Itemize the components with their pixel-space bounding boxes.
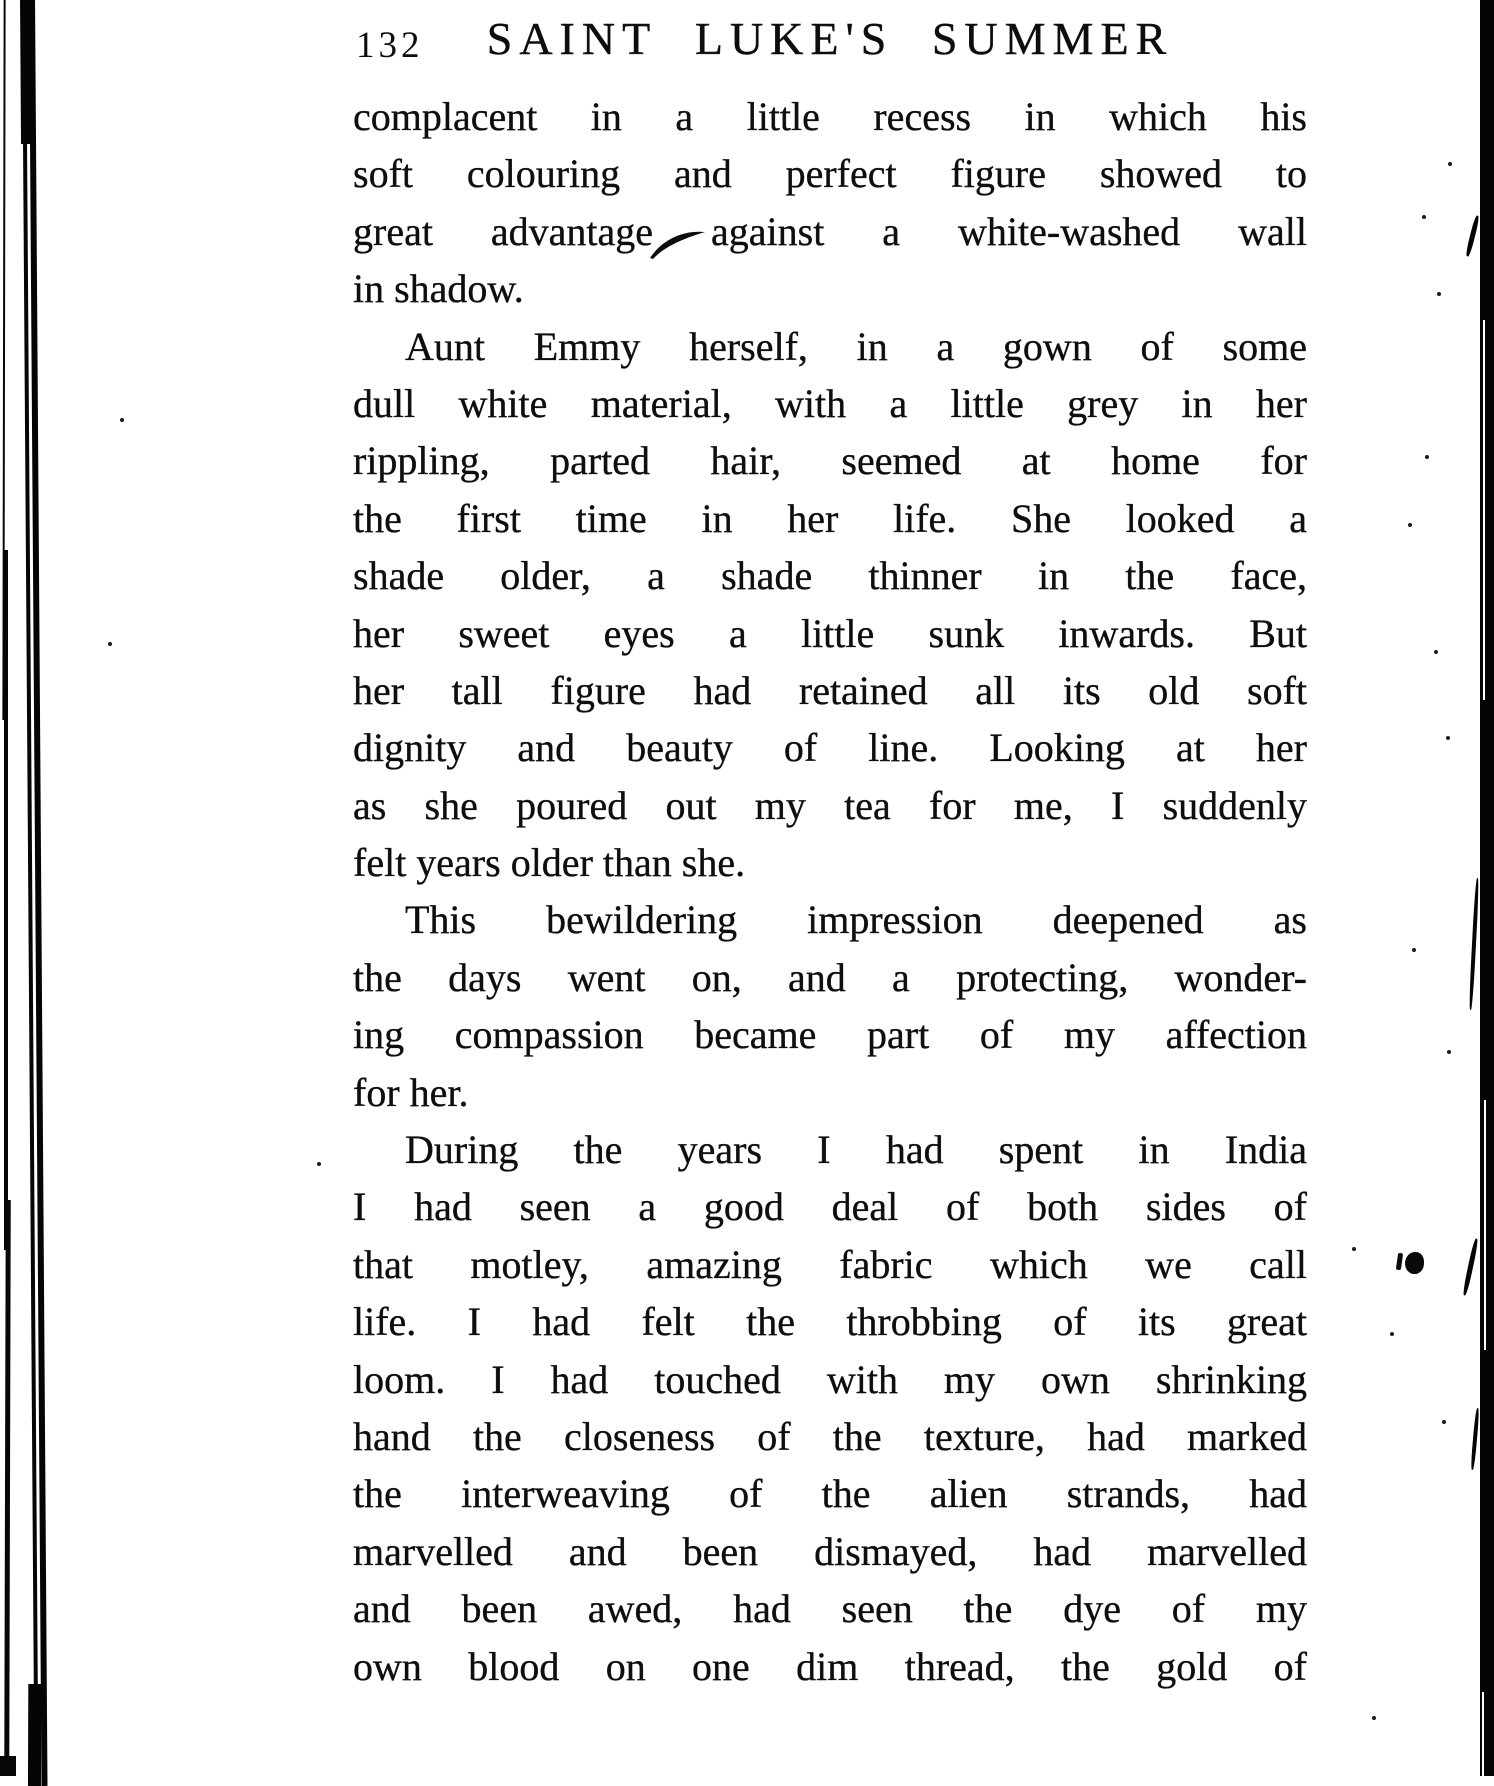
text-line: great advantage against a white-washed wall [353, 208, 1307, 254]
text-line: and been awed, had seen the dye of my [353, 1586, 1307, 1632]
edge-scratch-2 [1484, 1100, 1486, 1350]
speck [1437, 292, 1441, 296]
text-line: her sweet eyes a little sunk inwards. But [353, 610, 1307, 656]
edge-hook-3 [1462, 1238, 1479, 1296]
edge-hook-2 [1469, 878, 1480, 1010]
speck [1447, 1050, 1451, 1054]
text-line: that motley, amazing fabric which we call [353, 1241, 1307, 1287]
edge-scratch-1 [1483, 320, 1485, 700]
text-line: for her. [353, 1069, 469, 1115]
bottom-left-smudge [0, 1756, 16, 1776]
running-header-title: SAINT LUKE'S SUMMER [486, 13, 1174, 64]
ink-blot [1405, 1252, 1424, 1274]
text-line: the first time in her life. She looked a [353, 495, 1307, 541]
text-line: rippling, parted hair, seemed at home for [353, 438, 1307, 484]
speck [1422, 215, 1426, 219]
text-line: dignity and beauty of line. Looking at her [353, 725, 1307, 771]
body-text [353, 88, 1307, 1695]
text-line: loom. I had touched with my own shrinking [353, 1356, 1307, 1402]
speck [1412, 948, 1416, 952]
ink-blot-tick [1396, 1253, 1403, 1271]
speck [1425, 455, 1429, 459]
text-line: Aunt Emmy herself, in a gown of some [405, 323, 1307, 369]
text-line: soft colouring and perfect figure showed to [353, 151, 1307, 197]
edge-hook-4 [1470, 1408, 1479, 1470]
text-line: her tall figure had retained all its old soft [353, 667, 1307, 713]
gutter-line-pair [0, 0, 72, 1786]
text-line: complacent in a little recess in which his [353, 94, 1307, 139]
text-line: the days went on, and a protecting, wonder- [353, 954, 1307, 1000]
speck [1434, 650, 1438, 654]
text-line: shade older, a shade thinner in the face, [353, 553, 1307, 599]
text-line: own blood on one dim thread, the gold of [353, 1643, 1307, 1689]
speck [1390, 1332, 1394, 1336]
text-line: marvelled and been dismayed, had marvelled [353, 1528, 1307, 1574]
text-line: in shadow. [353, 266, 524, 312]
text-line: as she poured out my tea for me, I suddenly [353, 782, 1307, 828]
text-line: felt years older than she. [353, 840, 746, 886]
gutter-blob-bottom [28, 1684, 41, 1786]
text-line: life. I had felt the throbbing of its great [353, 1299, 1307, 1345]
speck [108, 642, 112, 646]
text-line: dull white material, with a little grey in her [353, 380, 1307, 426]
edge-scratch-3 [1482, 1692, 1484, 1776]
speck [1446, 736, 1450, 740]
pen-mark-stroke [648, 228, 708, 262]
speck [317, 1162, 321, 1166]
text-line: This bewildering impression deepened as [405, 897, 1307, 943]
speck [1448, 162, 1452, 166]
text-line: the interweaving of the alien strands, had [353, 1471, 1307, 1517]
text-line: I had seen a good deal of both sides of [353, 1184, 1307, 1230]
speck [1408, 523, 1412, 527]
text-line: hand the closeness of the texture, had marked [353, 1413, 1307, 1459]
text-line: During the years I had spent in India [405, 1127, 1307, 1173]
speck [120, 418, 124, 422]
speck [1372, 1716, 1376, 1720]
page-number: 132 [356, 25, 424, 66]
pen-mark [648, 228, 708, 267]
edge-hook-1 [1465, 215, 1480, 257]
page-edge-bar [1480, 0, 1494, 1776]
text-line: ing compassion became part of my affection [353, 1012, 1307, 1058]
speck [1442, 1420, 1446, 1424]
speck [1352, 1247, 1356, 1251]
